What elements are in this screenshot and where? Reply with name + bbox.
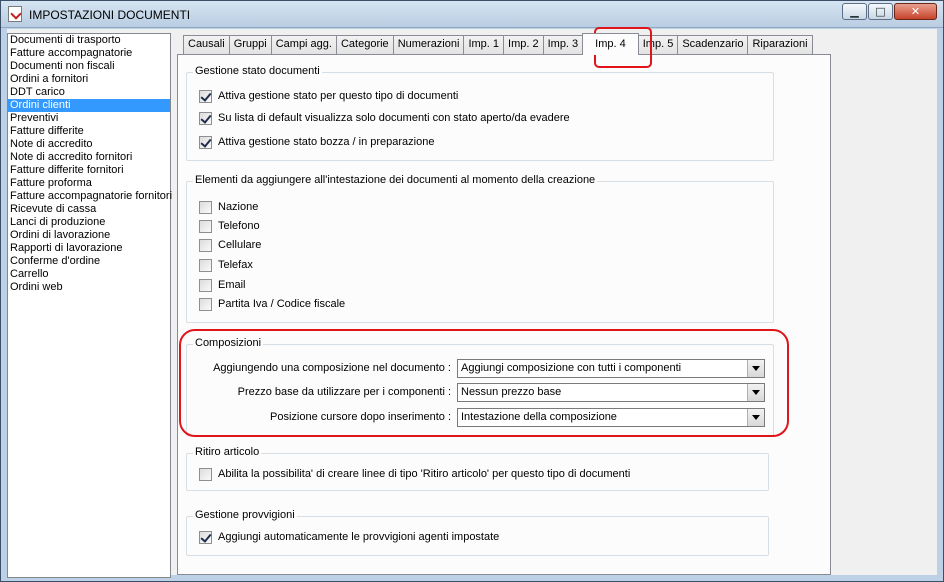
close-icon: ✕ <box>910 5 921 18</box>
tab-panel-imp-4 <box>177 54 831 575</box>
minimize-button[interactable] <box>842 3 867 20</box>
checkbox-box[interactable] <box>199 220 212 233</box>
tab-imp-2[interactable]: Imp. 2 <box>503 35 544 54</box>
group-title: Ritiro articolo <box>195 446 260 458</box>
group-title: Composizioni <box>195 337 262 349</box>
list-item[interactable]: Ordini a fornitori <box>10 73 89 85</box>
checkbox-label: Attiva gestione stato bozza / in preparazione <box>218 136 435 148</box>
row-aggiungendo-composizione <box>187 358 765 378</box>
row-prezzo-base <box>187 382 765 402</box>
chevron-down-icon[interactable] <box>747 409 764 426</box>
chevron-down-icon[interactable] <box>747 384 764 401</box>
tab-scadenzario[interactable]: Scadenzario <box>677 35 748 54</box>
list-item[interactable]: Conferme d'ordine <box>10 255 101 267</box>
tab-categorie[interactable]: Categorie <box>336 35 394 54</box>
checkbox-label: Telefax <box>218 259 253 271</box>
group-gestione-stato <box>186 65 774 161</box>
field-label: Posizione cursore dopo inserimento : <box>270 411 451 423</box>
field-label: Prezzo base da utilizzare per i componenti : <box>237 386 451 398</box>
checkbox-box[interactable] <box>199 239 212 252</box>
list-item[interactable]: Ordini di lavorazione <box>10 229 111 241</box>
list-item[interactable]: Ordini web <box>10 281 63 293</box>
list-item[interactable]: DDT carico <box>10 86 65 98</box>
checkbox-provvigioni-agenti[interactable] <box>199 530 499 544</box>
list-item[interactable]: Rapporti di lavorazione <box>10 242 123 254</box>
app-icon <box>8 6 22 22</box>
checkbox-nazione[interactable] <box>199 200 258 214</box>
checkbox-solo-aperti[interactable] <box>199 111 570 125</box>
checkbox-box[interactable] <box>199 531 212 544</box>
checkbox-box[interactable] <box>199 279 212 292</box>
checkbox-label: Su lista di default visualizza solo documenti con stato aperto/da evadere <box>218 112 570 124</box>
dropdown-aggiunta-composizione[interactable] <box>457 359 765 378</box>
list-item-selected[interactable]: Ordini clienti <box>8 99 170 112</box>
checkbox-cellulare[interactable] <box>199 238 261 252</box>
checkbox-box[interactable] <box>199 298 212 311</box>
list-item[interactable]: Fatture differite fornitori <box>10 164 124 176</box>
list-item[interactable]: Ricevute di cassa <box>10 203 97 215</box>
tab-campi-agg[interactable]: Campi agg. <box>271 35 337 54</box>
list-item[interactable]: Fatture proforma <box>10 177 92 189</box>
checkbox-telefax[interactable] <box>199 258 253 272</box>
list-item[interactable]: Note di accredito <box>10 138 93 150</box>
group-gestione-provvigioni <box>186 509 769 556</box>
window-client-area <box>7 29 937 575</box>
checkbox-label: Cellulare <box>218 239 262 251</box>
checkbox-label: Partita Iva / Codice fiscale <box>218 298 346 310</box>
chevron-down-icon[interactable] <box>747 360 764 377</box>
checkbox-label: Abilita la possibilita' di creare linee di tipo 'Ritiro articolo' per questo tipo di documenti <box>218 468 631 480</box>
group-title: Gestione provvigioni <box>195 509 295 521</box>
list-item[interactable]: Fatture accompagnatorie <box>10 47 133 59</box>
group-title: Elementi da aggiungere all'intestazione dei documenti al momento della creazione <box>195 174 596 186</box>
checkbox-partita-iva[interactable] <box>199 297 345 311</box>
list-item[interactable]: Fatture differite <box>10 125 84 137</box>
minimize-icon: ▁ <box>850 5 859 18</box>
checkbox-box[interactable] <box>199 468 212 481</box>
checkbox-label: Telefono <box>218 220 260 232</box>
maximize-icon: □ <box>875 5 886 18</box>
checkbox-label: Aggiungi automaticamente le provvigioni agenti impostate <box>218 531 500 543</box>
dropdown-prezzo-base[interactable] <box>457 383 765 402</box>
list-item[interactable]: Preventivi <box>10 112 59 124</box>
group-title: Gestione stato documenti <box>195 65 320 77</box>
checkbox-label: Attiva gestione stato per questo tipo di documenti <box>218 90 459 102</box>
tab-causali[interactable]: Causali <box>183 35 230 54</box>
checkbox-email[interactable] <box>199 278 246 292</box>
tab-imp-5[interactable]: Imp. 5 <box>638 35 679 54</box>
list-item[interactable]: Carrello <box>10 268 49 280</box>
tab-numerazioni[interactable]: Numerazioni <box>393 35 465 54</box>
checkbox-box[interactable] <box>199 201 212 214</box>
document-type-list[interactable] <box>7 33 171 578</box>
checkbox-label: Nazione <box>218 201 259 213</box>
tab-gruppi[interactable]: Gruppi <box>229 35 272 54</box>
tab-imp-1[interactable]: Imp. 1 <box>463 35 504 54</box>
checkbox-box[interactable] <box>199 259 212 272</box>
dropdown-value: Intestazione della composizione <box>461 410 617 423</box>
checkbox-ritiro-articolo[interactable] <box>199 467 630 481</box>
group-ritiro-articolo <box>186 446 769 491</box>
checkbox-box[interactable] <box>199 112 212 125</box>
tab-imp-4[interactable]: Imp. 4 <box>582 33 639 55</box>
dropdown-value: Nessun prezzo base <box>461 385 562 398</box>
tab-imp-3[interactable]: Imp. 3 <box>543 35 584 54</box>
checkbox-stato-bozza[interactable] <box>199 135 434 149</box>
group-composizioni <box>186 337 774 436</box>
group-elementi-intestazione <box>186 174 774 323</box>
list-item[interactable]: Documenti non fiscali <box>10 60 115 72</box>
row-posizione-cursore <box>187 407 765 427</box>
maximize-button[interactable] <box>868 3 893 20</box>
checkbox-attiva-gestione-stato[interactable] <box>199 89 458 103</box>
tab-riparazioni[interactable]: Riparazioni <box>747 35 812 54</box>
checkbox-label: Email <box>218 279 246 291</box>
dropdown-value: Aggiungi composizione con tutti i componenti <box>461 361 682 374</box>
field-label: Aggiungendo una composizione nel documento : <box>213 362 451 374</box>
checkbox-box[interactable] <box>199 136 212 149</box>
window-title: IMPOSTAZIONI DOCUMENTI <box>29 8 191 22</box>
checkbox-telefono[interactable] <box>199 219 260 233</box>
list-item[interactable]: Documenti di trasporto <box>10 34 121 46</box>
title-bar[interactable] <box>1 1 943 28</box>
checkbox-box[interactable] <box>199 90 212 103</box>
close-button[interactable] <box>894 3 937 20</box>
tab-strip <box>183 33 812 53</box>
dropdown-posizione-cursore[interactable] <box>457 408 765 427</box>
list-item[interactable]: Fatture accompagnatorie fornitori <box>10 190 173 202</box>
list-item[interactable]: Note di accredito fornitori <box>10 151 133 163</box>
list-item[interactable]: Lanci di produzione <box>10 216 106 228</box>
window-controls <box>842 3 937 20</box>
